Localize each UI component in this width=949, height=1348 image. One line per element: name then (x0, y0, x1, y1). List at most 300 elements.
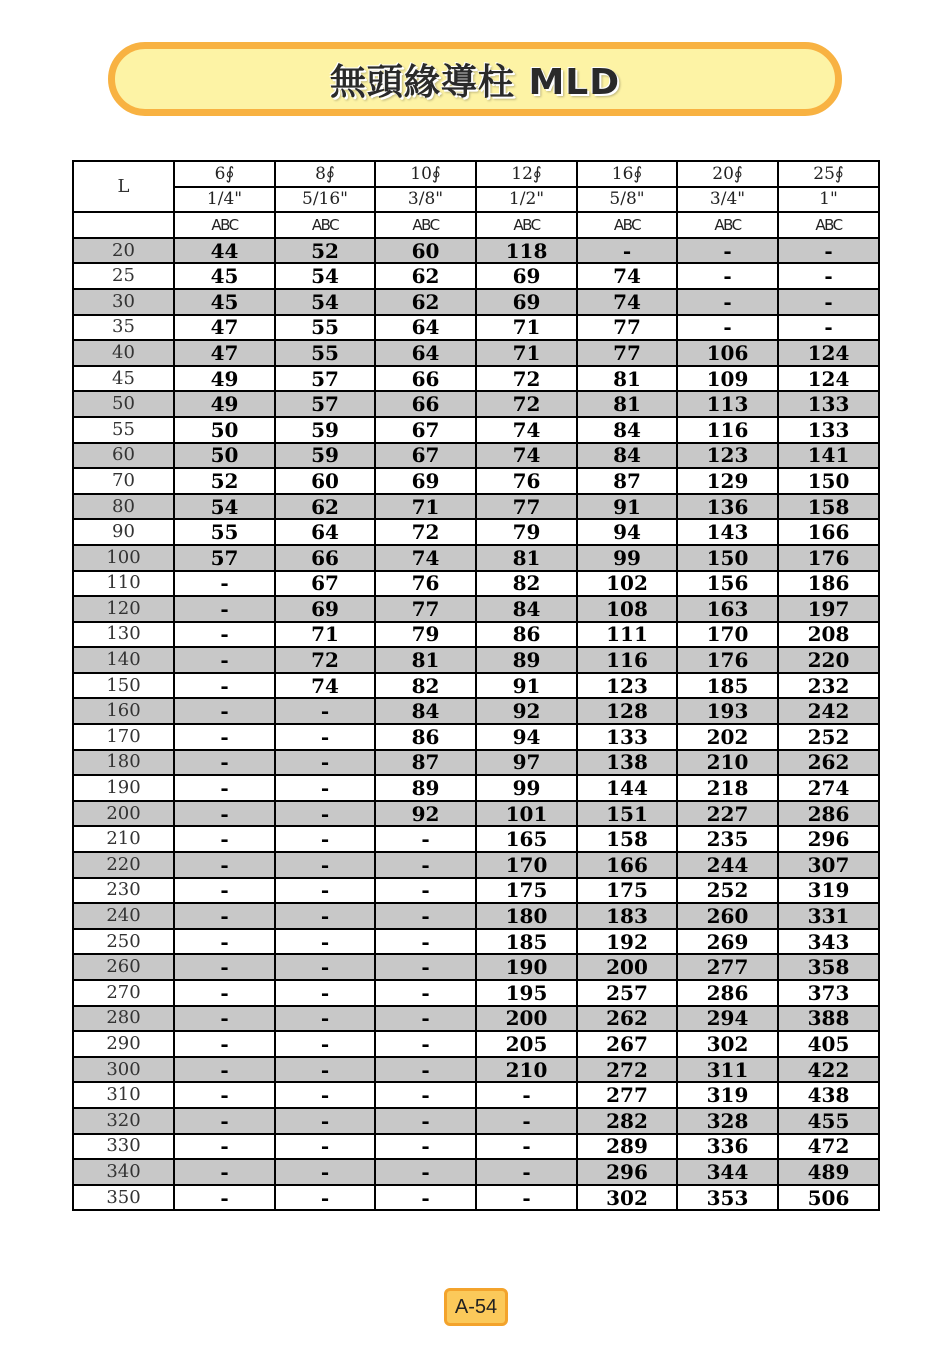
inch-header: 1/2" (476, 187, 577, 213)
value-cell: - (174, 1006, 275, 1032)
value-cell: - (375, 1159, 476, 1185)
inch-header: 3/4" (677, 187, 778, 213)
value-cell: - (375, 1082, 476, 1108)
table-row (73, 698, 879, 724)
value-cell: 302 (677, 1031, 778, 1057)
value-cell: 82 (375, 673, 476, 699)
inch-header: 1/4" (174, 187, 275, 213)
value-cell: - (375, 954, 476, 980)
value-cell: - (174, 571, 275, 597)
value-cell: 176 (778, 545, 879, 571)
value-cell: - (275, 878, 375, 904)
size-header: 8∮ (275, 161, 375, 187)
length-cell: 90 (73, 519, 174, 545)
length-cell: 110 (73, 571, 174, 597)
table-row (73, 1006, 879, 1032)
value-cell: 54 (275, 289, 375, 315)
table-row (73, 1031, 879, 1057)
value-cell: 220 (778, 647, 879, 673)
length-cell: 60 (73, 443, 174, 469)
table-row (73, 1057, 879, 1083)
value-cell: 76 (375, 571, 476, 597)
value-cell: 506 (778, 1185, 879, 1211)
value-cell: - (275, 954, 375, 980)
value-cell: - (275, 1108, 375, 1134)
value-cell: 232 (778, 673, 879, 699)
value-cell: 422 (778, 1057, 879, 1083)
value-cell: 69 (375, 468, 476, 494)
inch-header: 5/8" (577, 187, 677, 213)
value-cell: 84 (577, 443, 677, 469)
abc-header: ABC (577, 212, 677, 238)
value-cell: 67 (275, 571, 375, 597)
value-cell: - (275, 1057, 375, 1083)
value-cell: 49 (174, 366, 275, 392)
length-cell: 170 (73, 724, 174, 750)
value-cell: 55 (275, 340, 375, 366)
value-cell: - (375, 980, 476, 1006)
table-row (73, 724, 879, 750)
value-cell: - (275, 775, 375, 801)
abc-header: ABC (476, 212, 577, 238)
title-banner (108, 42, 842, 116)
value-cell: 84 (375, 698, 476, 724)
value-cell: 54 (174, 494, 275, 520)
value-cell: 57 (275, 366, 375, 392)
value-cell: - (677, 289, 778, 315)
value-cell: 82 (476, 571, 577, 597)
value-cell: 208 (778, 622, 879, 648)
value-cell: - (778, 263, 879, 289)
value-cell: 244 (677, 852, 778, 878)
value-cell: 180 (476, 903, 577, 929)
length-cell: 310 (73, 1082, 174, 1108)
value-cell: 123 (577, 673, 677, 699)
value-cell: 175 (577, 878, 677, 904)
value-cell: 72 (476, 391, 577, 417)
value-cell: 296 (778, 826, 879, 852)
value-cell: - (174, 724, 275, 750)
value-cell: - (476, 1159, 577, 1185)
value-cell: - (375, 1108, 476, 1134)
value-cell: 227 (677, 801, 778, 827)
value-cell: 373 (778, 980, 879, 1006)
table-row (73, 238, 879, 264)
value-cell: 267 (577, 1031, 677, 1057)
value-cell: 79 (476, 519, 577, 545)
value-cell: 99 (476, 775, 577, 801)
value-cell: - (375, 826, 476, 852)
value-cell: 151 (577, 801, 677, 827)
value-cell: 87 (577, 468, 677, 494)
value-cell: 175 (476, 878, 577, 904)
value-cell: 74 (476, 417, 577, 443)
value-cell: 277 (577, 1082, 677, 1108)
length-cell: 180 (73, 750, 174, 776)
value-cell: 72 (476, 366, 577, 392)
value-cell: - (174, 929, 275, 955)
abc-header: ABC (275, 212, 375, 238)
value-cell: 165 (476, 826, 577, 852)
value-cell: - (174, 852, 275, 878)
value-cell: 158 (778, 494, 879, 520)
value-cell: - (275, 852, 375, 878)
value-cell: 438 (778, 1082, 879, 1108)
value-cell: 472 (778, 1134, 879, 1160)
value-cell: 311 (677, 1057, 778, 1083)
table-row (73, 903, 879, 929)
value-cell: 49 (174, 391, 275, 417)
value-cell: - (174, 1108, 275, 1134)
value-cell: 71 (375, 494, 476, 520)
inch-header: 1" (778, 187, 879, 213)
value-cell: 185 (677, 673, 778, 699)
length-cell: 130 (73, 622, 174, 648)
value-cell: 66 (375, 391, 476, 417)
value-cell: 81 (375, 647, 476, 673)
page-title: 無頭緣導柱 MLD (329, 61, 621, 103)
value-cell: 116 (677, 417, 778, 443)
value-cell: 252 (778, 724, 879, 750)
value-cell: 272 (577, 1057, 677, 1083)
value-cell: 183 (577, 903, 677, 929)
value-cell: - (275, 1031, 375, 1057)
value-cell: 74 (476, 443, 577, 469)
value-cell: 192 (577, 929, 677, 955)
value-cell: - (375, 1134, 476, 1160)
value-cell: 71 (275, 622, 375, 648)
length-cell: 210 (73, 826, 174, 852)
value-cell: 94 (577, 519, 677, 545)
value-cell: 319 (677, 1082, 778, 1108)
value-cell: 190 (476, 954, 577, 980)
abc-header: ABC (677, 212, 778, 238)
value-cell: 200 (577, 954, 677, 980)
value-cell: - (375, 1185, 476, 1211)
value-cell: 77 (476, 494, 577, 520)
value-cell: 274 (778, 775, 879, 801)
value-cell: 307 (778, 852, 879, 878)
length-cell: 240 (73, 903, 174, 929)
value-cell: 92 (476, 698, 577, 724)
length-cell: 300 (73, 1057, 174, 1083)
value-cell: 331 (778, 903, 879, 929)
value-cell: 59 (275, 417, 375, 443)
value-cell: - (174, 1057, 275, 1083)
value-cell: 328 (677, 1108, 778, 1134)
length-cell: 250 (73, 929, 174, 955)
value-cell: 242 (778, 698, 879, 724)
length-cell: 230 (73, 878, 174, 904)
value-cell: - (275, 1134, 375, 1160)
value-cell: 113 (677, 391, 778, 417)
header-row-abc (73, 212, 879, 238)
size-header: 6∮ (174, 161, 275, 187)
length-cell: 100 (73, 545, 174, 571)
value-cell: 257 (577, 980, 677, 1006)
value-cell: 269 (677, 929, 778, 955)
table-row (73, 571, 879, 597)
value-cell: 101 (476, 801, 577, 827)
length-cell: 30 (73, 289, 174, 315)
value-cell: 57 (174, 545, 275, 571)
table-row (73, 596, 879, 622)
value-cell: - (174, 1031, 275, 1057)
value-cell: 129 (677, 468, 778, 494)
value-cell: - (275, 980, 375, 1006)
length-cell: 150 (73, 673, 174, 699)
value-cell: - (476, 1108, 577, 1134)
value-cell: 123 (677, 443, 778, 469)
length-cell: 25 (73, 263, 174, 289)
value-cell: 336 (677, 1134, 778, 1160)
value-cell: 489 (778, 1159, 879, 1185)
length-cell: 260 (73, 954, 174, 980)
value-cell: - (375, 878, 476, 904)
value-cell: 136 (677, 494, 778, 520)
value-cell: - (778, 315, 879, 341)
table-row (73, 366, 879, 392)
value-cell: 72 (275, 647, 375, 673)
value-cell: 55 (174, 519, 275, 545)
value-cell: 60 (375, 238, 476, 264)
value-cell: 302 (577, 1185, 677, 1211)
table-row (73, 622, 879, 648)
length-cell: 50 (73, 391, 174, 417)
value-cell: - (174, 980, 275, 1006)
size-header: 12∮ (476, 161, 577, 187)
value-cell: - (174, 1159, 275, 1185)
inch-header: 3/8" (375, 187, 476, 213)
table-row (73, 391, 879, 417)
table-row (73, 1159, 879, 1185)
length-cell: 80 (73, 494, 174, 520)
value-cell: 289 (577, 1134, 677, 1160)
value-cell: 296 (577, 1159, 677, 1185)
table-row (73, 673, 879, 699)
value-cell: 102 (577, 571, 677, 597)
value-cell: 343 (778, 929, 879, 955)
value-cell: 84 (577, 417, 677, 443)
value-cell: - (174, 954, 275, 980)
value-cell: - (275, 1082, 375, 1108)
table-row (73, 545, 879, 571)
size-header: 25∮ (778, 161, 879, 187)
page-number-badge (444, 1288, 508, 1326)
value-cell: 59 (275, 443, 375, 469)
value-cell: 455 (778, 1108, 879, 1134)
value-cell: - (275, 903, 375, 929)
length-cell: 340 (73, 1159, 174, 1185)
value-cell: 64 (375, 315, 476, 341)
value-cell: - (174, 1082, 275, 1108)
value-cell: 55 (275, 315, 375, 341)
value-cell: 52 (174, 468, 275, 494)
value-cell: 69 (476, 289, 577, 315)
value-cell: 62 (375, 263, 476, 289)
length-cell: 70 (73, 468, 174, 494)
value-cell: 91 (577, 494, 677, 520)
length-cell: 280 (73, 1006, 174, 1032)
table-row (73, 929, 879, 955)
table-row (73, 519, 879, 545)
table-row (73, 1134, 879, 1160)
value-cell: 133 (778, 417, 879, 443)
value-cell: - (375, 1006, 476, 1032)
value-cell: 210 (677, 750, 778, 776)
value-cell: 166 (577, 852, 677, 878)
value-cell: 170 (476, 852, 577, 878)
value-cell: - (174, 1134, 275, 1160)
value-cell: 144 (577, 775, 677, 801)
header-row-inch (73, 187, 879, 213)
table-body (73, 161, 879, 1210)
length-cell: 160 (73, 698, 174, 724)
value-cell: - (476, 1082, 577, 1108)
value-cell: 86 (476, 622, 577, 648)
table-row (73, 1082, 879, 1108)
length-cell: 120 (73, 596, 174, 622)
value-cell: 71 (476, 340, 577, 366)
length-cell: 55 (73, 417, 174, 443)
value-cell: - (174, 1185, 275, 1211)
value-cell: 405 (778, 1031, 879, 1057)
value-cell: 99 (577, 545, 677, 571)
value-cell: 72 (375, 519, 476, 545)
header-row-size (73, 161, 879, 187)
value-cell: 67 (375, 443, 476, 469)
table-row (73, 315, 879, 341)
value-cell: 388 (778, 1006, 879, 1032)
table-row (73, 340, 879, 366)
value-cell: 52 (275, 238, 375, 264)
value-cell: 50 (174, 417, 275, 443)
value-cell: - (174, 801, 275, 827)
value-cell: 282 (577, 1108, 677, 1134)
value-cell: 60 (275, 468, 375, 494)
value-cell: 67 (375, 417, 476, 443)
value-cell: 47 (174, 340, 275, 366)
value-cell: 81 (476, 545, 577, 571)
value-cell: 262 (778, 750, 879, 776)
value-cell: 74 (375, 545, 476, 571)
value-cell: 44 (174, 238, 275, 264)
value-cell: 141 (778, 443, 879, 469)
value-cell: 158 (577, 826, 677, 852)
value-cell: 218 (677, 775, 778, 801)
value-cell: 150 (677, 545, 778, 571)
value-cell: - (174, 826, 275, 852)
value-cell: - (174, 596, 275, 622)
value-cell: 89 (476, 647, 577, 673)
value-cell: 81 (577, 366, 677, 392)
value-cell: 77 (577, 340, 677, 366)
value-cell: 71 (476, 315, 577, 341)
value-cell: 353 (677, 1185, 778, 1211)
value-cell: 133 (577, 724, 677, 750)
table-row (73, 468, 879, 494)
value-cell: - (677, 263, 778, 289)
table-row (73, 417, 879, 443)
table-row (73, 878, 879, 904)
table-row (73, 852, 879, 878)
value-cell: 176 (677, 647, 778, 673)
value-cell: 262 (577, 1006, 677, 1032)
dimension-table (72, 160, 880, 1211)
value-cell: 252 (677, 878, 778, 904)
value-cell: 54 (275, 263, 375, 289)
value-cell: 128 (577, 698, 677, 724)
table-row (73, 801, 879, 827)
value-cell: 57 (275, 391, 375, 417)
value-cell: - (375, 929, 476, 955)
page-number: A-54 (454, 1295, 498, 1318)
table-row (73, 263, 879, 289)
value-cell: - (275, 801, 375, 827)
abc-header: ABC (778, 212, 879, 238)
value-cell: 319 (778, 878, 879, 904)
length-cell: 45 (73, 366, 174, 392)
value-cell: - (275, 1185, 375, 1211)
value-cell: 76 (476, 468, 577, 494)
value-cell: - (375, 903, 476, 929)
value-cell: - (476, 1185, 577, 1211)
value-cell: 124 (778, 366, 879, 392)
length-cell: 290 (73, 1031, 174, 1057)
value-cell: - (577, 238, 677, 264)
size-header: 10∮ (375, 161, 476, 187)
value-cell: 94 (476, 724, 577, 750)
value-cell: 277 (677, 954, 778, 980)
value-cell: 74 (577, 263, 677, 289)
value-cell: 143 (677, 519, 778, 545)
inch-header: 5/16" (275, 187, 375, 213)
value-cell: 185 (476, 929, 577, 955)
value-cell: - (275, 750, 375, 776)
value-cell: 197 (778, 596, 879, 622)
value-cell: - (174, 647, 275, 673)
value-cell: 235 (677, 826, 778, 852)
value-cell: 69 (476, 263, 577, 289)
value-cell: - (375, 852, 476, 878)
value-cell: 200 (476, 1006, 577, 1032)
length-cell: 320 (73, 1108, 174, 1134)
value-cell: 81 (577, 391, 677, 417)
value-cell: - (275, 826, 375, 852)
value-cell: 150 (778, 468, 879, 494)
table-row (73, 494, 879, 520)
table-row (73, 1185, 879, 1211)
length-cell: 190 (73, 775, 174, 801)
value-cell: 64 (275, 519, 375, 545)
value-cell: 260 (677, 903, 778, 929)
value-cell: - (778, 238, 879, 264)
value-cell: 77 (375, 596, 476, 622)
value-cell: - (375, 1031, 476, 1057)
value-cell: 286 (778, 801, 879, 827)
value-cell: - (677, 315, 778, 341)
l-column-header: L (73, 161, 174, 212)
value-cell: 84 (476, 596, 577, 622)
value-cell: 358 (778, 954, 879, 980)
size-header: 16∮ (577, 161, 677, 187)
value-cell: 286 (677, 980, 778, 1006)
value-cell: 47 (174, 315, 275, 341)
value-cell: 170 (677, 622, 778, 648)
value-cell: - (275, 698, 375, 724)
value-cell: 109 (677, 366, 778, 392)
length-cell: 20 (73, 238, 174, 264)
